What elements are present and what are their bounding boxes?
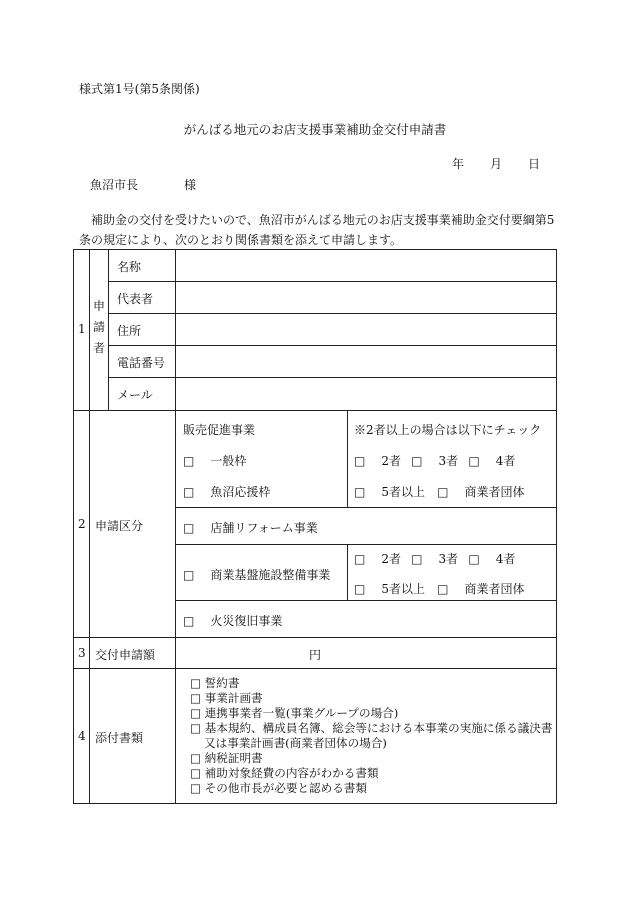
- phone-field[interactable]: [176, 346, 556, 377]
- addressee-name: 魚沼市長: [90, 178, 139, 192]
- general-option[interactable]: □ 一般枠: [183, 454, 247, 468]
- date-line: [452, 155, 540, 172]
- infrastructure-checkbox[interactable]: □: [183, 568, 195, 582]
- section-3-label: 交付申請額: [95, 648, 156, 662]
- infra-count-options[interactable]: □ 2者 □ 3者 □ 4者: [354, 552, 516, 566]
- attachment-item[interactable]: □ 基本規約、構成員名簿、総会等における本事業の実施に係る議決書: [190, 721, 553, 735]
- attachment-checkbox: □: [190, 766, 201, 780]
- infra-group-options[interactable]: □ 5者以上 □ 商業者団体: [354, 582, 525, 596]
- document-title: がんばる地元のお店支援事業補助金交付申請書: [183, 122, 447, 137]
- uonuma-support-option[interactable]: □ 魚沼応援枠: [183, 485, 271, 499]
- attachment-item-continued: 又は事業計画書(商業者団体の場合): [204, 736, 387, 750]
- attachment-item[interactable]: □ 事業計画書: [190, 691, 263, 705]
- sales-group-checkbox[interactable]: □: [437, 485, 449, 499]
- field-label-name: 名称: [117, 260, 142, 274]
- uonuma-support-checkbox[interactable]: □: [183, 485, 195, 499]
- infra-3-checkbox[interactable]: □: [411, 552, 423, 566]
- field-label-representative: 代表者: [117, 292, 154, 306]
- section-2-number: 2: [78, 517, 86, 531]
- date-month: 月: [490, 157, 503, 171]
- address-field[interactable]: [176, 314, 556, 345]
- date-year: 年: [452, 157, 465, 171]
- attachment-checkbox: □: [190, 781, 201, 795]
- email-field[interactable]: [176, 378, 556, 410]
- sales-promotion-label: 販売促進事業: [183, 423, 256, 437]
- field-label-phone: 電話番号: [117, 356, 166, 370]
- section-1-number: 1: [78, 322, 86, 336]
- check-note: ※2者以上の場合は以下にチェック: [354, 423, 542, 437]
- representative-field[interactable]: [176, 282, 556, 313]
- date-day: 日: [528, 157, 541, 171]
- attachment-item[interactable]: □ 誓約書: [190, 676, 240, 690]
- amount-field[interactable]: [176, 638, 306, 668]
- infra-group-checkbox[interactable]: □: [437, 582, 449, 596]
- addressee: [90, 176, 196, 193]
- attachment-checkbox: □: [190, 751, 201, 765]
- attachment-checkbox: □: [190, 676, 201, 690]
- sales-4-checkbox[interactable]: □: [468, 454, 480, 468]
- attachment-checkbox: □: [190, 691, 201, 705]
- sales-group-options[interactable]: □ 5者以上 □ 商業者団体: [354, 485, 525, 499]
- name-field[interactable]: [176, 250, 556, 281]
- attachment-item[interactable]: □ 補助対象経費の内容がわかる書類: [190, 766, 379, 780]
- field-label-address: 住所: [117, 324, 142, 338]
- sales-2-checkbox[interactable]: □: [354, 454, 366, 468]
- field-label-email: メール: [117, 388, 153, 402]
- section-3-number: 3: [78, 646, 86, 660]
- section-4-label: 添付書類: [95, 731, 144, 745]
- general-checkbox[interactable]: □: [183, 454, 195, 468]
- fire-recovery-option[interactable]: □ 火災復旧事業: [183, 614, 283, 628]
- attachment-item[interactable]: □ その他市長が必要と認める書類: [190, 781, 367, 795]
- attachment-item[interactable]: □ 連携事業者一覧(事業グループの場合): [190, 706, 399, 720]
- form-number: 様式第1号(第5条関係): [79, 82, 200, 96]
- renovation-checkbox[interactable]: □: [183, 521, 195, 535]
- renovation-option[interactable]: □ 店舗リフォーム事業: [183, 521, 318, 535]
- infra-4-checkbox[interactable]: □: [468, 552, 480, 566]
- attachment-checkbox: □: [190, 721, 201, 735]
- section-1-label: 申 請 者: [92, 299, 105, 355]
- attachment-checkbox: □: [190, 706, 201, 720]
- addressee-suffix: 様: [184, 178, 197, 192]
- sales-5plus-checkbox[interactable]: □: [354, 485, 366, 499]
- fire-recovery-checkbox[interactable]: □: [183, 614, 195, 628]
- intro-text: 補助金の交付を受けたいので、魚沼市がんばる地元のお店支援事業補助金交付要綱第5条の規定により、次のとおり関係書類を添えて申請します。: [79, 213, 555, 247]
- attachment-item[interactable]: □ 納税証明書: [190, 751, 263, 765]
- section-4-number: 4: [78, 729, 86, 743]
- infra-2-checkbox[interactable]: □: [354, 552, 366, 566]
- amount-unit: 円: [309, 648, 322, 662]
- section-2-label: 申請区分: [95, 519, 144, 533]
- infrastructure-option[interactable]: □ 商業基盤施設整備事業: [183, 568, 331, 582]
- sales-count-options[interactable]: □ 2者 □ 3者 □ 4者: [354, 454, 516, 468]
- sales-3-checkbox[interactable]: □: [411, 454, 423, 468]
- infra-5plus-checkbox[interactable]: □: [354, 582, 366, 596]
